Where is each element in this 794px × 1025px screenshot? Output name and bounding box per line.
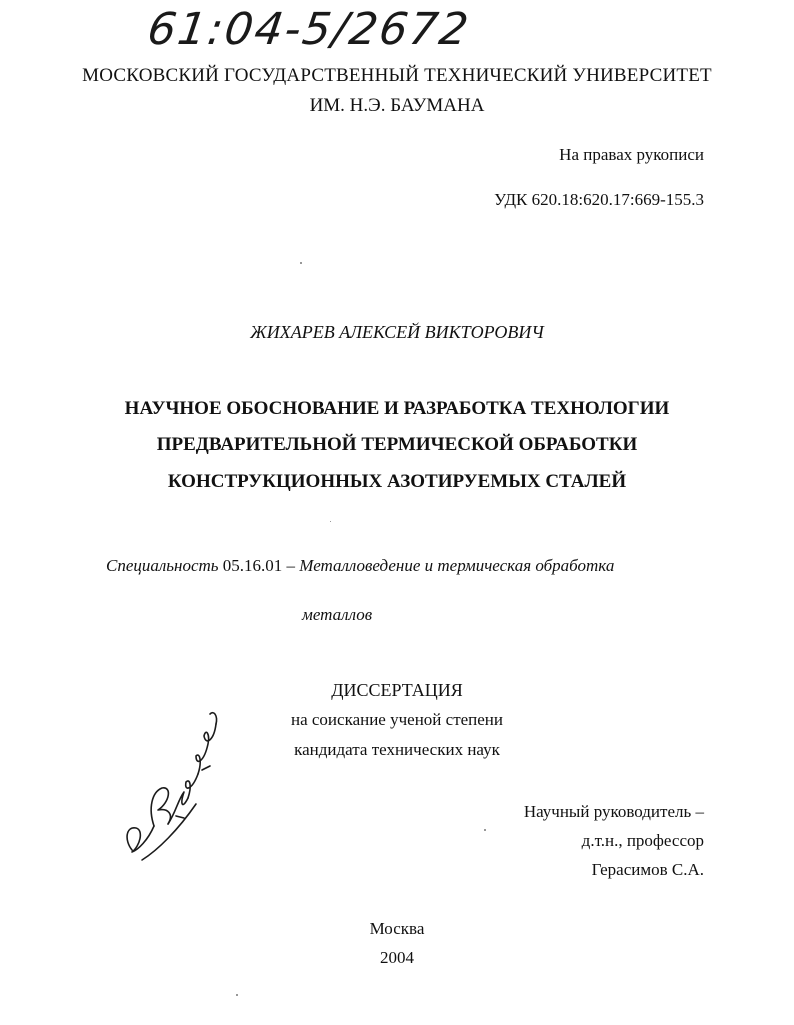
scan-speck	[484, 829, 486, 831]
dissertation-degree-line2: кандидата технических наук	[294, 740, 500, 759]
supervisor-name: Герасимов С.А.	[591, 860, 704, 879]
author-name: ЖИХАРЕВ АЛЕКСЕЙ ВИКТОРОВИЧ	[250, 322, 544, 342]
year: 2004	[380, 948, 414, 967]
dissertation-heading: ДИССЕРТАЦИЯ	[331, 680, 463, 700]
city: Москва	[369, 919, 425, 938]
specialty-line	[106, 557, 614, 574]
supervisor-label: Научный руководитель –	[523, 802, 704, 821]
handwritten-archive-number: 61:04-5/2672	[144, 4, 474, 55]
scan-speck	[330, 521, 331, 522]
thesis-title-line2: ПРЕДВАРИТЕЛЬНОЙ ТЕРМИЧЕСКОЙ ОБРАБОТКИ	[156, 434, 638, 455]
handwritten-signature	[118, 700, 228, 870]
udk-code: УДК 620.18:620.17:669-155.3	[494, 190, 704, 209]
specialty-dash: –	[286, 556, 296, 575]
supervisor-degree: д.т.н., профессор	[581, 831, 704, 850]
thesis-title-line1: НАУЧНОЕ ОБОСНОВАНИЕ И РАЗРАБОТКА ТЕХНОЛОГИИ	[124, 398, 670, 419]
thesis-title-line3: КОНСТРУКЦИОННЫХ АЗОТИРУЕМЫХ СТАЛЕЙ	[167, 471, 627, 492]
scan-speck	[236, 994, 238, 996]
rights-note: На правах рукописи	[559, 145, 704, 164]
specialty-name: Металловедение и термическая обработка	[299, 556, 615, 575]
scan-speck	[300, 262, 302, 264]
specialty-code: 05.16.01	[222, 556, 283, 575]
dissertation-degree-line1: на соискание ученой степени	[290, 710, 504, 729]
specialty-label: Специальность	[106, 556, 219, 575]
university-name-line1: МОСКОВСКИЙ ГОСУДАРСТВЕННЫЙ ТЕХНИЧЕСКИЙ УНИВЕРСИТЕТ	[82, 65, 712, 86]
specialty-name-continued: металлов	[302, 605, 373, 624]
university-name-line2: ИМ. Н.Э. БАУМАНА	[309, 95, 485, 116]
